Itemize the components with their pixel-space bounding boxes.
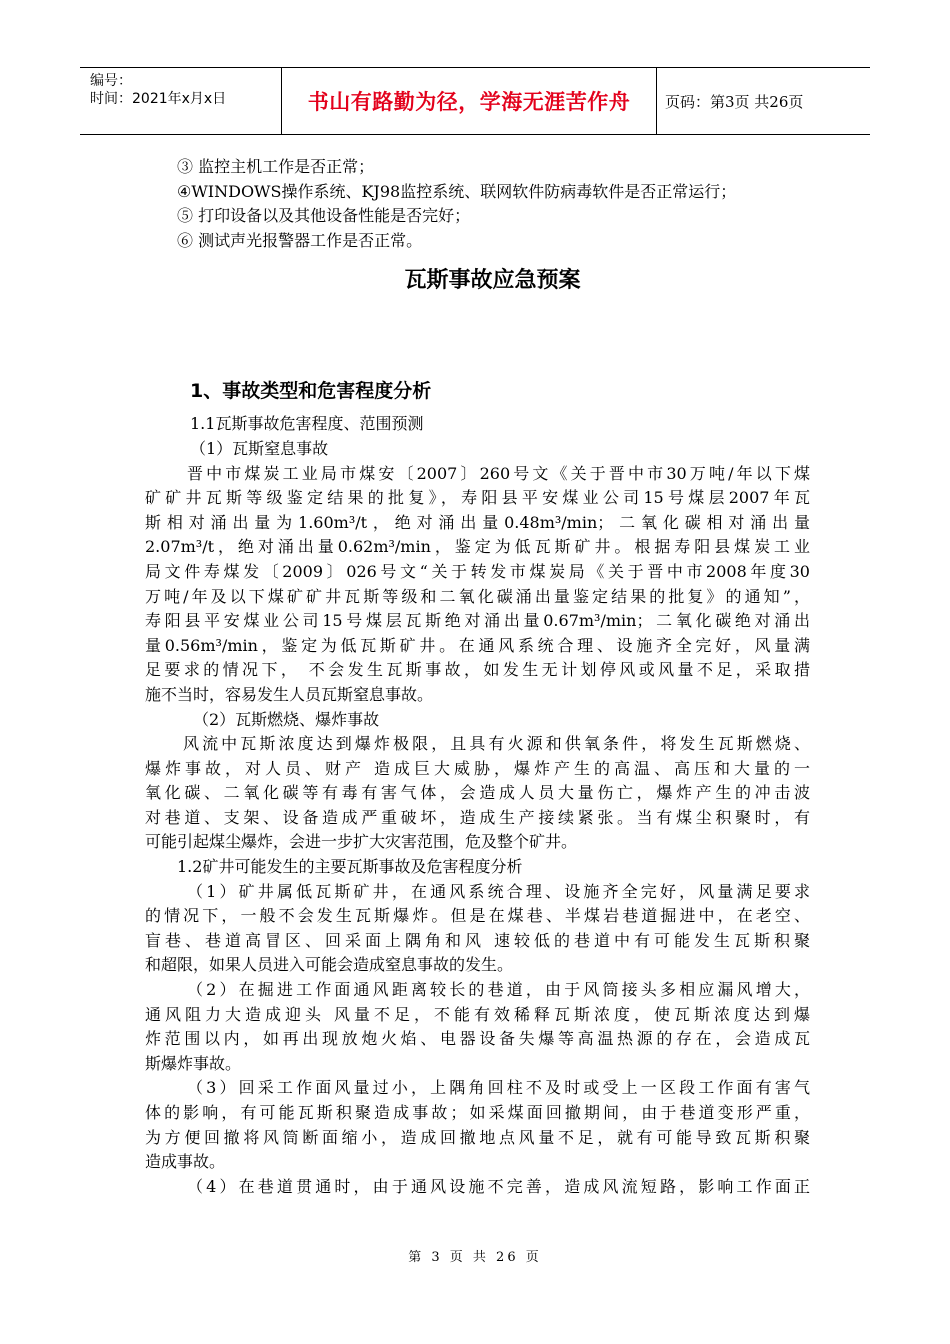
- paragraph-line: 万吨/年及以下煤矿矿井瓦斯等级和二氧化碳涌出量鉴定结果的批复》的通知”，: [145, 586, 810, 606]
- checklist: [145, 155, 810, 253]
- paragraph: [145, 1175, 810, 1200]
- paragraph-line: （1）矿井属低瓦斯矿井，在通风系统合理、设施齐全完好，风量满足要求: [187, 881, 810, 901]
- paragraph-line: 足要求的情况下， 不会发生瓦斯事故，如发生无计划停风或风量不足，采取措: [145, 660, 810, 680]
- item-heading: （2）瓦斯燃烧、爆炸事故: [193, 709, 380, 729]
- header-meta: [80, 68, 282, 134]
- paragraph-line: 斯相对涌出量为1.60m³/t，绝对涌出量0.48m³/min；二氧化碳相对涌出量: [145, 512, 810, 532]
- number-label: 编号：: [90, 73, 132, 89]
- paragraph-line: 体的影响，有可能瓦斯积聚造成事故；如采煤面回撤期间，由于巷道变形严重，: [145, 1103, 810, 1122]
- paragraph: [145, 1076, 810, 1174]
- paragraph: [145, 462, 810, 708]
- paragraph-line: 施不当时，容易发生人员瓦斯窒息事故。: [145, 684, 434, 704]
- document-title: 瓦斯事故应急预案: [404, 268, 581, 294]
- paragraph-line: 2.07m³/t，绝对涌出量0.62m³/min，鉴定为低瓦斯矿井。根据寿阳县煤炭工业: [145, 537, 810, 557]
- paragraph-line: 矿矿井瓦斯等级鉴定结果的批复》，寿阳县平安煤业公司15号煤层2007年瓦: [145, 488, 810, 508]
- paragraph-line: 造成事故。: [145, 1152, 226, 1172]
- paragraph-line: 爆炸事故，对人员、财产 造成巨大威胁，爆炸产生的高温、高压和大量的一: [145, 758, 810, 778]
- paragraph-line: 的情况下，一般不会发生瓦斯爆炸。但是在煤巷、半煤岩巷道掘进中，在老空、: [145, 906, 810, 926]
- paragraph-line: 通风阻力大造成迎头 风量不足，不能有效稀释瓦斯浓度，使瓦斯浓度达到爆: [145, 1004, 810, 1024]
- checklist-item: ③ 监控主机工作是否正常；: [177, 157, 375, 176]
- paragraph-line: 局文件寿煤发〔2009〕026号文“关于转发市煤炭局《关于晋中市2008年度30: [145, 561, 810, 581]
- paragraph-line: 为方便回撤将风筒断面缩小，造成回撤地点风量不足，就有可能导致瓦斯积聚: [145, 1127, 810, 1147]
- paragraph-line: （3）回采工作面风量过小，上隅角回柱不及时或受上一区段工作面有害气: [187, 1078, 810, 1098]
- paragraph-line: 寿阳县平安煤业公司15号煤层瓦斯绝对涌出量0.67m³/min；二氧化碳绝对涌出: [145, 611, 810, 631]
- page-header: [80, 67, 870, 135]
- paragraph-line: 对巷道、支架、设备造成严重破坏，造成生产接续紧张。当有煤尘积聚时，有: [145, 807, 810, 827]
- paragraph: [145, 978, 810, 1076]
- paragraph-line: 晋中市煤炭工业局市煤安〔2007〕260号文《关于晋中市30万吨/年以下煤: [187, 463, 810, 483]
- time-label: 时间：2021年x月x日: [90, 91, 227, 107]
- paragraph-line: 可能引起煤尘爆炸，会进一步扩大灾害范围，危及整个矿井。: [145, 832, 578, 852]
- page-footer: 第 3 页 共 26 页: [408, 1250, 542, 1265]
- document-body: [145, 155, 810, 1199]
- paragraph-line: 量0.56m³/min，鉴定为低瓦斯矿井。在通风系统合理、设施齐全完好，风量满: [145, 635, 810, 655]
- header-page-info: 页码：第3页 共26页: [665, 92, 804, 111]
- paragraph-line: 和超限，如果人员进入可能会造成窒息事故的发生。: [145, 955, 514, 975]
- item-heading: （1）瓦斯窒息事故: [190, 438, 329, 458]
- checklist-item: ⑥ 测试声光报警器工作是否正常。: [177, 230, 423, 250]
- section-heading: 1、事故类型和危害程度分析: [190, 380, 432, 403]
- subsection-heading: 1.1瓦斯事故危害程度、范围预测: [190, 414, 424, 434]
- paragraph-line: 风流中瓦斯浓度达到爆炸极限，且具有火源和供氧条件，将发生瓦斯燃烧、: [183, 734, 810, 754]
- paragraph-line: 氧化碳、二氧化碳等有毒有害气体，会造成人员大量伤亡，爆炸产生的冲击波: [145, 783, 810, 803]
- subsection-heading: 1.2矿井可能发生的主要瓦斯事故及危害程度分析: [177, 857, 523, 877]
- header-motto: 书山有路勤为径，学海无涯苦作舟: [282, 68, 657, 134]
- paragraph-line: （4）在巷道贯通时，由于通风设施不完善，造成风流短路，影响工作面正: [187, 1176, 810, 1196]
- checklist-item: ④WINDOWS操作系统、KJ98监控系统、联网软件防病毒软件是否正常运行；: [177, 181, 737, 201]
- paragraph: [145, 732, 810, 855]
- paragraph-line: 炸范围以内，如再出现放炮火焰、电器设备失爆等高温热源的存在，会造成瓦: [145, 1029, 810, 1049]
- paragraph-line: 盲巷、巷道高冒区、回采面上隅角和风 速较低的巷道中有可能发生瓦斯积聚: [145, 930, 810, 950]
- paragraph: [145, 880, 810, 978]
- checklist-item: ⑤ 打印设备以及其他设备性能是否完好；: [177, 206, 471, 226]
- paragraph-line: （2）在掘进工作面通风距离较长的巷道，由于风筒接头多相应漏风增大，: [187, 980, 810, 1000]
- paragraph-line: 斯爆炸事故。: [145, 1053, 242, 1073]
